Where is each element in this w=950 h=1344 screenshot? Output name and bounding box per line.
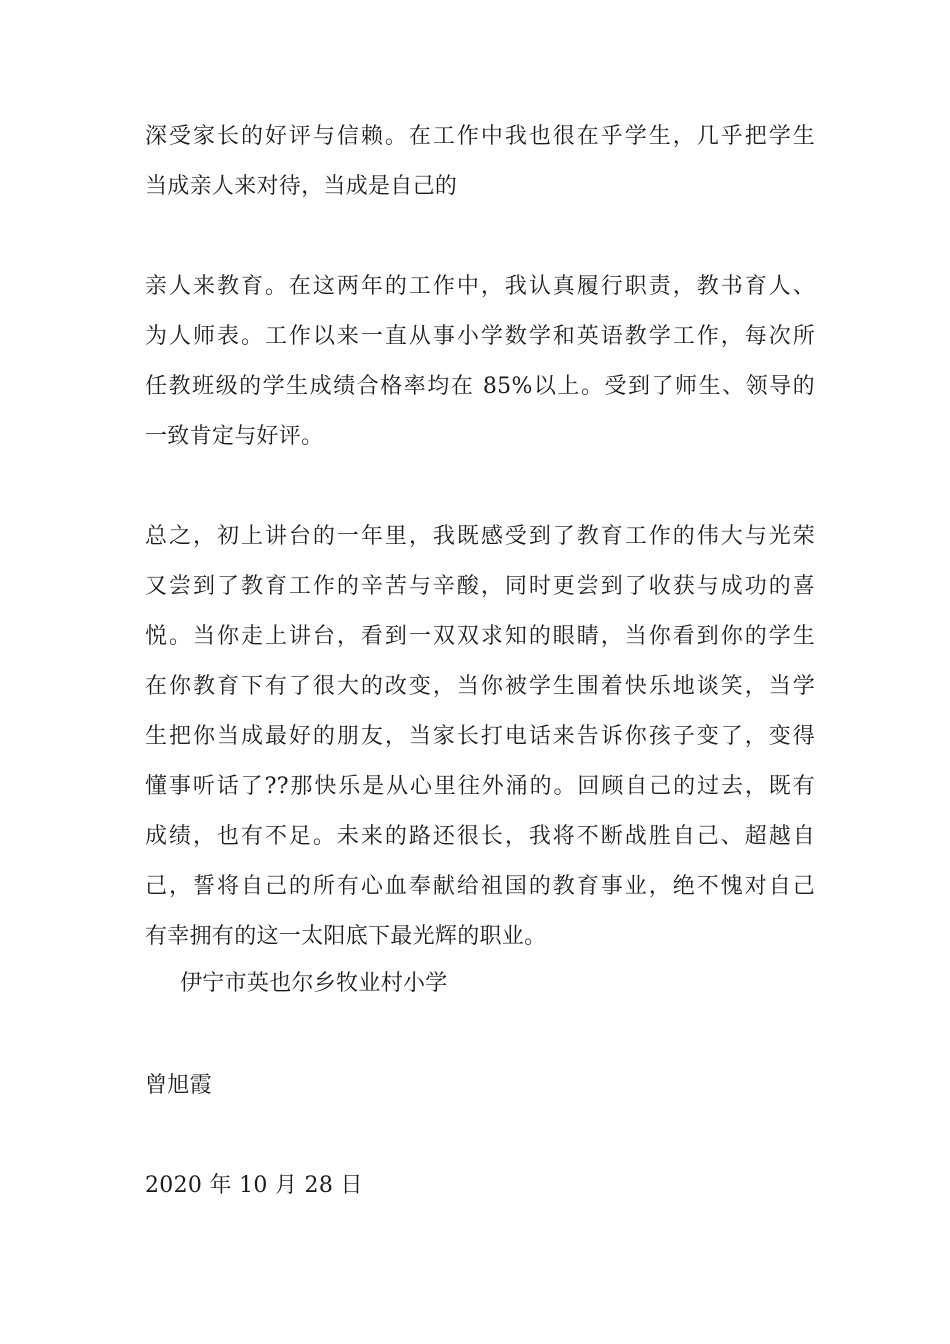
paragraph-3-line-4: 在你教育下有了很大的改变，当你被学生围着快乐地谈笑，当学: [145, 674, 815, 699]
paragraph-3-line-8: 己，誓将自己的所有心血奉献给祖国的教育事业，绝不愧对自己: [145, 874, 815, 899]
paragraph-3-line-6: 懂事听话了??那快乐是从心里往外涌的。回顾自己的过去，既有: [145, 774, 815, 799]
paragraph-2-line-4: 一致肯定与好评。: [145, 424, 324, 449]
paragraph-2-line-1: 亲人来教育。在这两年的工作中，我认真履行职责，教书育人、: [145, 274, 815, 299]
signature-school: 伊宁市英也尔乡牧业村小学: [180, 971, 448, 996]
signature-date: 2020 年 10 月 28 日: [145, 1173, 363, 1198]
paragraph-1-line-1: 深受家长的好评与信赖。在工作中我也很在乎学生，几乎把学生: [145, 124, 815, 149]
paragraph-3-line-7: 成绩，也有不足。未来的路还很长，我将不断战胜自己、超越自: [145, 824, 815, 849]
signature-name: 曾旭霞: [145, 1073, 212, 1098]
paragraph-1-line-2: 当成亲人来对待，当成是自己的: [145, 174, 458, 199]
paragraph-3-line-3: 悦。当你走上讲台，看到一双双求知的眼睛，当你看到你的学生: [145, 624, 815, 649]
paragraph-3-line-1: 总之，初上讲台的一年里，我既感受到了教育工作的伟大与光荣: [145, 524, 815, 549]
paragraph-2-line-3: 任教班级的学生成绩合格率均在 85%以上。受到了师生、领导的: [145, 374, 815, 399]
paragraph-3-line-5: 生把你当成最好的朋友，当家长打电话来告诉你孩子变了，变得: [145, 724, 815, 749]
paragraph-2-line-2: 为人师表。工作以来一直从事小学数学和英语教学工作，每次所: [145, 324, 815, 349]
paragraph-3-line-2: 又尝到了教育工作的辛苦与辛酸，同时更尝到了收获与成功的喜: [145, 574, 815, 599]
paragraph-3-line-9: 有幸拥有的这一太阳底下最光辉的职业。: [145, 924, 547, 949]
